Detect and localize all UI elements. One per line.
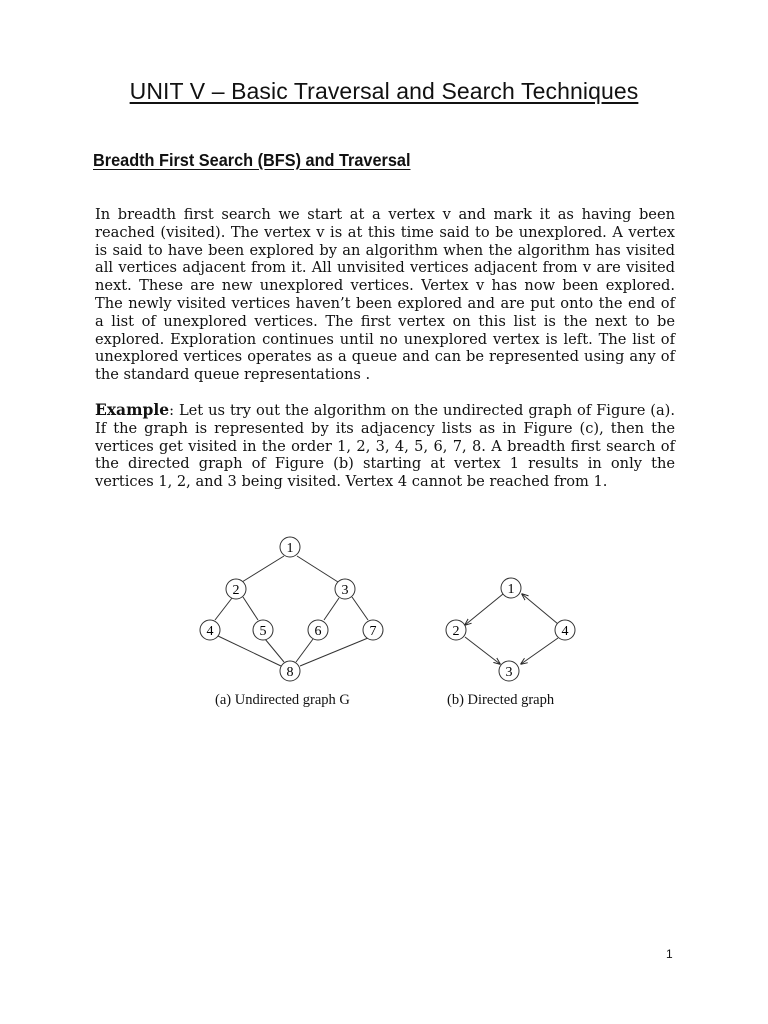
svg-text:3: 3 [505,665,513,680]
graph-node [555,620,575,640]
edge-3-7 [352,597,368,620]
graph-b-nodes [446,578,575,681]
svg-text:6: 6 [314,624,322,639]
graph-node [501,578,521,598]
graph-node [499,661,519,681]
svg-text:2: 2 [452,624,460,639]
graph-a-nodes [200,537,383,681]
page-title: UNIT V – Basic Traversal and Search Techniques [129,78,639,104]
svg-text:2: 2 [232,583,240,598]
graph-node [446,620,466,640]
svg-text:7: 7 [369,624,377,639]
edge-4-8 [218,636,281,666]
edge-5-8 [265,639,284,662]
graph-node [280,661,300,681]
caption-graph-a: (a) Undirected graph G [215,692,350,708]
edge-2-to-3 [465,637,500,664]
edge-3-6 [324,598,339,620]
edge-1-to-2 [465,594,503,625]
svg-text:8: 8 [286,665,294,680]
page-number: 1 [666,947,673,961]
svg-text:4: 4 [206,624,214,639]
graph-node [308,620,328,640]
edge-2-5 [243,597,258,620]
edge-4-to-3 [521,638,558,664]
graph-a-edges [215,556,368,666]
edge-4-to-1 [522,594,558,624]
paragraph-example [95,401,675,491]
edge-1-3 [297,556,338,582]
svg-text:1: 1 [507,582,515,597]
example-text: Let us try out the algorithm on the undirected graph of Figure (a). If the graph is represented by its adjacency lists as in Figure (c), then the vertices get visited in the order 1, 2, 3, 4, 5, 6, 7, 8. A breadth first search of the directed graph of Figure (b) starting at vertex 1 results in only the vertices 1, 2, and 3 being visited. Vertex 4 cannot be reached from 1. [95,402,676,491]
svg-text:3: 3 [341,583,349,598]
section-heading: Breadth First Search (BFS) and Traversal [93,150,411,170]
graph-node [253,620,273,640]
svg-text:4: 4 [561,624,569,639]
graph-node [363,620,383,640]
svg-text:1: 1 [286,541,294,556]
graph-node [200,620,220,640]
graph-node [335,579,355,599]
example-colon: : [169,402,175,419]
graph-node [226,579,246,599]
graph-b-edges [465,594,558,664]
paragraph-intro: In breadth first search we start at a vertex v and mark it as having been reached (visited). The vertex v is at this time said to be unexplored. A vertex is said to have been explored by an algorithm when the algorithm has visited all vertices adjacent from it. All unvisited vertices adjacent from v are visited next. These are new unexplored vertices. Vertex v has now been explored. The newly visited vertices haven’t been explored and are put onto the end of a list of unexplored vertices. The first vertex on this list is the next to be explored. Exploration continues until no unexplored vertex is left. The list of unexplored vertices operates as a queue and can be represented using any of the standard queue representations . [95,206,675,384]
edge-6-8 [296,639,313,662]
caption-graph-b: (b) Directed graph [447,692,555,708]
edge-1-2 [242,556,284,582]
svg-text:5: 5 [259,624,267,639]
edge-2-4 [215,598,232,620]
example-label: Example [95,400,170,419]
graph-node [280,537,300,557]
